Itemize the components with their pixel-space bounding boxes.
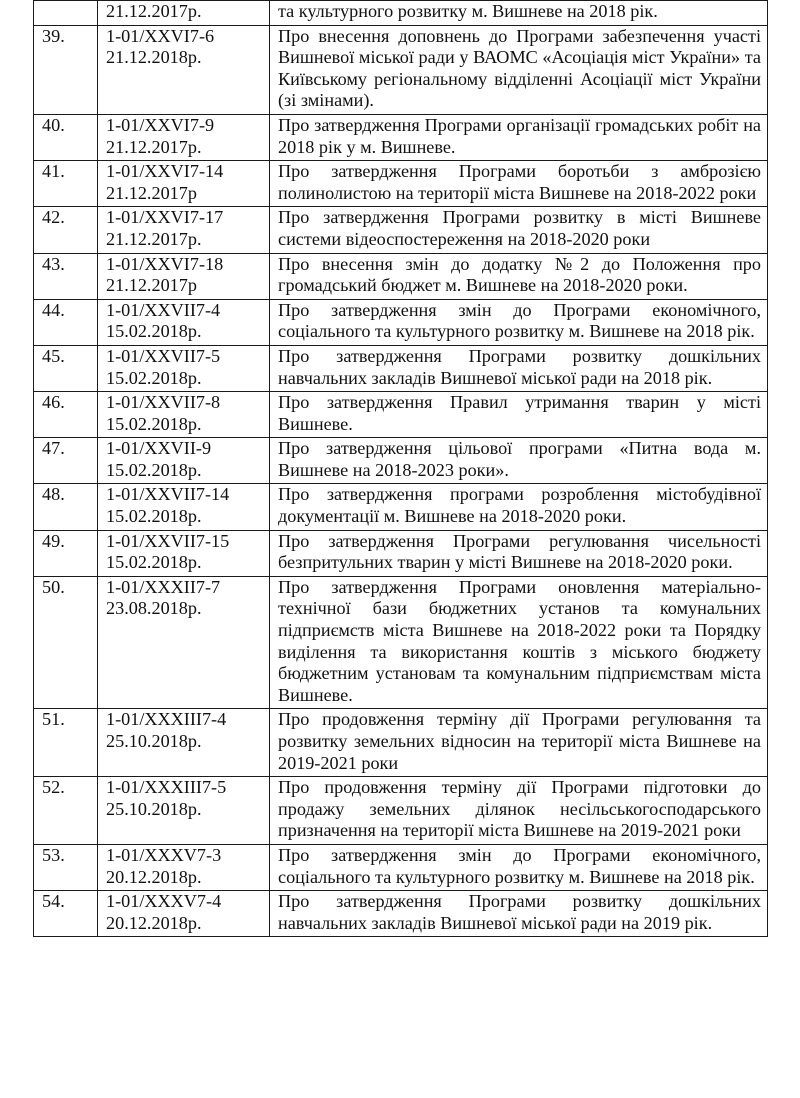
table-row (34, 709, 768, 777)
decision-date: 21.12.2018р. (106, 47, 202, 68)
decision-cell (98, 253, 270, 299)
row-number: 41. (34, 161, 98, 207)
decision-code: 1-01/XXXIII7-4 (106, 709, 227, 730)
decision-date: 15.02.2018р. (106, 506, 202, 527)
row-number: 54. (34, 891, 98, 937)
table-row (34, 484, 768, 530)
decision-cell (98, 576, 270, 709)
program-title: та культурного розвитку м. Вишневе на 2018 рік. (270, 1, 768, 26)
row-number: 46. (34, 392, 98, 438)
decision-code: 1-01/XXVII7-4 (106, 299, 221, 320)
decision-cell (98, 844, 270, 890)
decision-cell (98, 161, 270, 207)
program-title: Про внесення доповнень до Програми забезпечення участі Вишневої міської ради у ВАОМС «Асоціація міст України» та Київському регіональному відділенні Асоціації міст України (зі змінами). (270, 25, 768, 114)
decision-date: 15.02.2018р. (106, 459, 202, 480)
decision-cell (98, 709, 270, 777)
program-title: Про затвердження змін до Програми економічного, соціального та культурного розвитку м. Вишневе на 2018 рік. (270, 844, 768, 890)
decision-code: 1-01/XXVII7-14 (106, 484, 230, 505)
row-number: 47. (34, 438, 98, 484)
table-row (34, 392, 768, 438)
decision-cell (98, 114, 270, 160)
program-title: Про затвердження Програми регулювання чисельності безпритульних тварин у місті Вишневе на 2018-2020 роки. (270, 530, 768, 576)
program-title: Про внесення змін до додатку №2 до Положення про громадський бюджет м. Вишневе на 2018-2020 роки. (270, 253, 768, 299)
program-title: Про затвердження Програми боротьби з амброзією полинолистою на території міста Вишневе на 2018-2022 роки (270, 161, 768, 207)
program-title: Про затвердження Програми оновлення матеріально-технічної бази бюджетних установ та комунальних підприємств міста Вишневе на 2018-2022 роки та Порядку виділення та використання коштів з міського бюджету бюджетним установам та комунальним підприємствам міста Вишневе. (270, 576, 768, 709)
decision-code: 1-01/XXVI7-14 (106, 161, 224, 182)
table-row (34, 299, 768, 345)
row-number (34, 1, 98, 26)
table-row (34, 530, 768, 576)
program-title: Про затвердження Програми розвитку в місті Вишневе системи відеоспостереження на 2018-2020 роки (270, 207, 768, 253)
row-number: 51. (34, 709, 98, 777)
decision-cell (98, 207, 270, 253)
decision-code: 1-01/XXVI7-17 (106, 207, 224, 228)
decision-cell (98, 438, 270, 484)
program-title: Про затвердження Правил утримання тварин у місті Вишневе. (270, 392, 768, 438)
row-number: 40. (34, 114, 98, 160)
decision-date: 15.02.2018р. (106, 367, 202, 388)
row-number: 48. (34, 484, 98, 530)
decision-date: 15.02.2018р. (106, 552, 202, 573)
row-number: 52. (34, 777, 98, 845)
table-row (34, 114, 768, 160)
decision-cell (98, 1, 270, 26)
decision-date: 21.12.2017р. (106, 1, 202, 21)
decision-date: 21.12.2017р. (106, 228, 202, 249)
decision-cell (98, 891, 270, 937)
row-number: 45. (34, 345, 98, 391)
decision-code: 1-01/XXVI7-6 (106, 25, 215, 46)
decision-cell (98, 777, 270, 845)
program-title: Про затвердження Програми розвитку дошкільних навчальних закладів Вишневої міської ради на 2018 рік. (270, 345, 768, 391)
program-title: Про продовження терміну дії Програми підготовки до продажу земельних ділянок несільськогосподарського призначення на території міста Вишневе на 2019-2021 роки (270, 777, 768, 845)
program-title: Про затвердження Програми організації громадських робіт на 2018 рік у м. Вишневе. (270, 114, 768, 160)
decision-code: 1-01/XXVII7-8 (106, 392, 221, 413)
table-row (34, 1, 768, 26)
decision-cell (98, 530, 270, 576)
row-number: 42. (34, 207, 98, 253)
program-title: Про затвердження Програми розвитку дошкільних навчальних закладів Вишневої міської ради на 2019 рік. (270, 891, 768, 937)
decision-code: 1-01/XXVI7-18 (106, 253, 224, 274)
row-number: 43. (34, 253, 98, 299)
decision-cell (98, 392, 270, 438)
decision-cell (98, 484, 270, 530)
programs-table (33, 0, 768, 937)
table-row (34, 576, 768, 709)
table-row (34, 207, 768, 253)
program-title: Про затвердження змін до Програми економічного, соціального та культурного розвитку м. Вишневе на 2018 рік. (270, 299, 768, 345)
row-number: 44. (34, 299, 98, 345)
decision-date: 25.10.2018р. (106, 731, 202, 751)
decision-date: 25.10.2018р. (106, 798, 202, 819)
decision-code: 1-01/XXVII-9 (106, 438, 212, 459)
decision-date: 23.08.2018р. (106, 598, 202, 619)
decision-cell (98, 345, 270, 391)
table-row (34, 777, 768, 845)
table-row (34, 25, 768, 114)
decision-date: 20.12.2018р. (106, 866, 202, 887)
table-row (34, 253, 768, 299)
table-row (34, 345, 768, 391)
program-title: Про продовження терміну дії Програми регулювання та розвитку земельних відносин на території міста Вишневе на 2019-2021 роки (270, 709, 768, 777)
row-number: 49. (34, 530, 98, 576)
program-title: Про затвердження програми розроблення містобудівної документації м. Вишневе на 2018-2020 роки. (270, 484, 768, 530)
decision-date: 15.02.2018р. (106, 413, 202, 434)
decision-date: 21.12.2017р (106, 182, 197, 203)
program-title: Про затвердження цільової програми «Питна вода м. Вишневе на 2018-2023 роки». (270, 438, 768, 484)
decision-date: 21.12.2017р (106, 275, 197, 296)
decision-date: 15.02.2018р. (106, 321, 202, 342)
decision-code: 1-01/XXVI7-9 (106, 114, 215, 135)
row-number: 39. (34, 25, 98, 114)
decision-date: 20.12.2018р. (106, 912, 202, 933)
decision-date: 21.12.2017р. (106, 136, 202, 157)
decision-code: 1-01/XXVII7-5 (106, 345, 221, 366)
table-row (34, 891, 768, 937)
row-number: 50. (34, 576, 98, 709)
decision-code: 1-01/XXXII7-7 (106, 576, 221, 597)
table-row (34, 438, 768, 484)
decision-code: 1-01/XXXV7-4 (106, 891, 222, 912)
decision-code: 1-01/XXXIII7-5 (106, 777, 227, 798)
table-row (34, 844, 768, 890)
decision-code: 1-01/XXVII7-15 (106, 530, 230, 551)
decision-code: 1-01/XXXV7-3 (106, 844, 222, 865)
row-number: 53. (34, 844, 98, 890)
decision-cell (98, 299, 270, 345)
table-row (34, 161, 768, 207)
decision-cell (98, 25, 270, 114)
